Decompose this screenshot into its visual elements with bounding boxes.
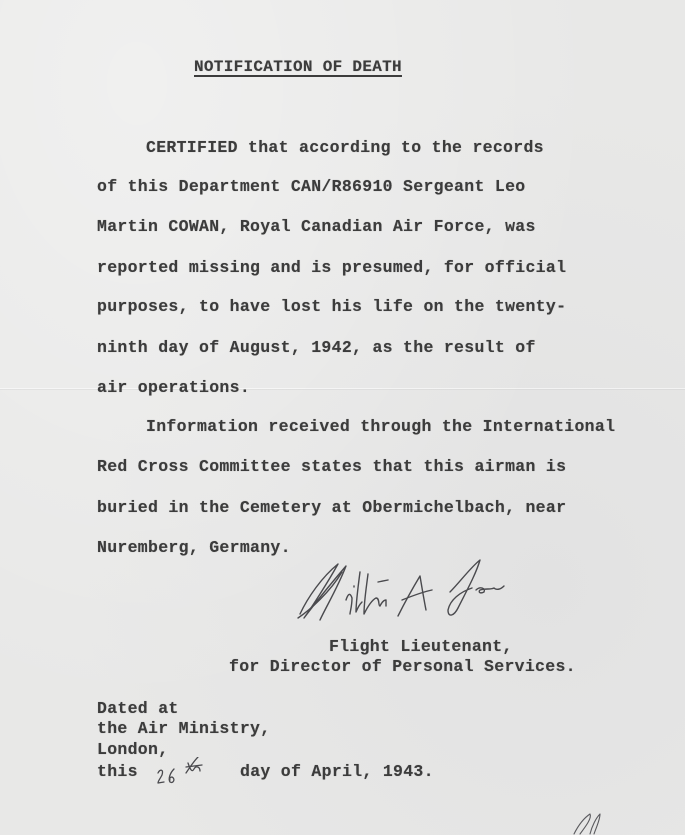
- paragraph1-line-1: CERTIFIED that according to the records: [146, 138, 544, 157]
- document-title: NOTIFICATION OF DEATH: [194, 58, 402, 76]
- paragraph2-line-1: Information received through the International: [146, 417, 616, 436]
- paragraph2-line-4: Nuremberg, Germany.: [97, 538, 291, 557]
- signatory-rank: Flight Lieutenant,: [329, 637, 513, 656]
- handwritten-signature: [290, 552, 520, 632]
- paragraph1-line-2: of this Department CAN/R86910 Sergeant Leo: [97, 177, 526, 196]
- dated-line-3: London,: [97, 740, 169, 759]
- paragraph1-line-5: purposes, to have lost his life on the twenty-: [97, 297, 567, 316]
- dated-line-4-prefix: this: [97, 762, 138, 781]
- paragraph1-line-4: reported missing and is presumed, for official: [97, 258, 567, 277]
- dated-line-2: the Air Ministry,: [97, 719, 271, 738]
- paragraph2-line-2: Red Cross Committee states that this airman is: [97, 457, 567, 476]
- handwritten-day-26th: [156, 757, 216, 787]
- dated-line-1: Dated at: [97, 699, 179, 718]
- dated-line-4-suffix: day of April, 1943.: [240, 762, 434, 781]
- paragraph1-line-6: ninth day of August, 1942, as the result of: [97, 338, 536, 357]
- paragraph1-line-3: Martin COWAN, Royal Canadian Air Force, was: [97, 217, 536, 236]
- paragraph1-line-7: air operations.: [97, 378, 251, 397]
- signatory-office: for Director of Personal Services.: [229, 657, 576, 676]
- paragraph2-line-3: buried in the Cemetery at Obermichelbach, near: [97, 498, 567, 517]
- corner-handwritten-mark: [570, 812, 610, 835]
